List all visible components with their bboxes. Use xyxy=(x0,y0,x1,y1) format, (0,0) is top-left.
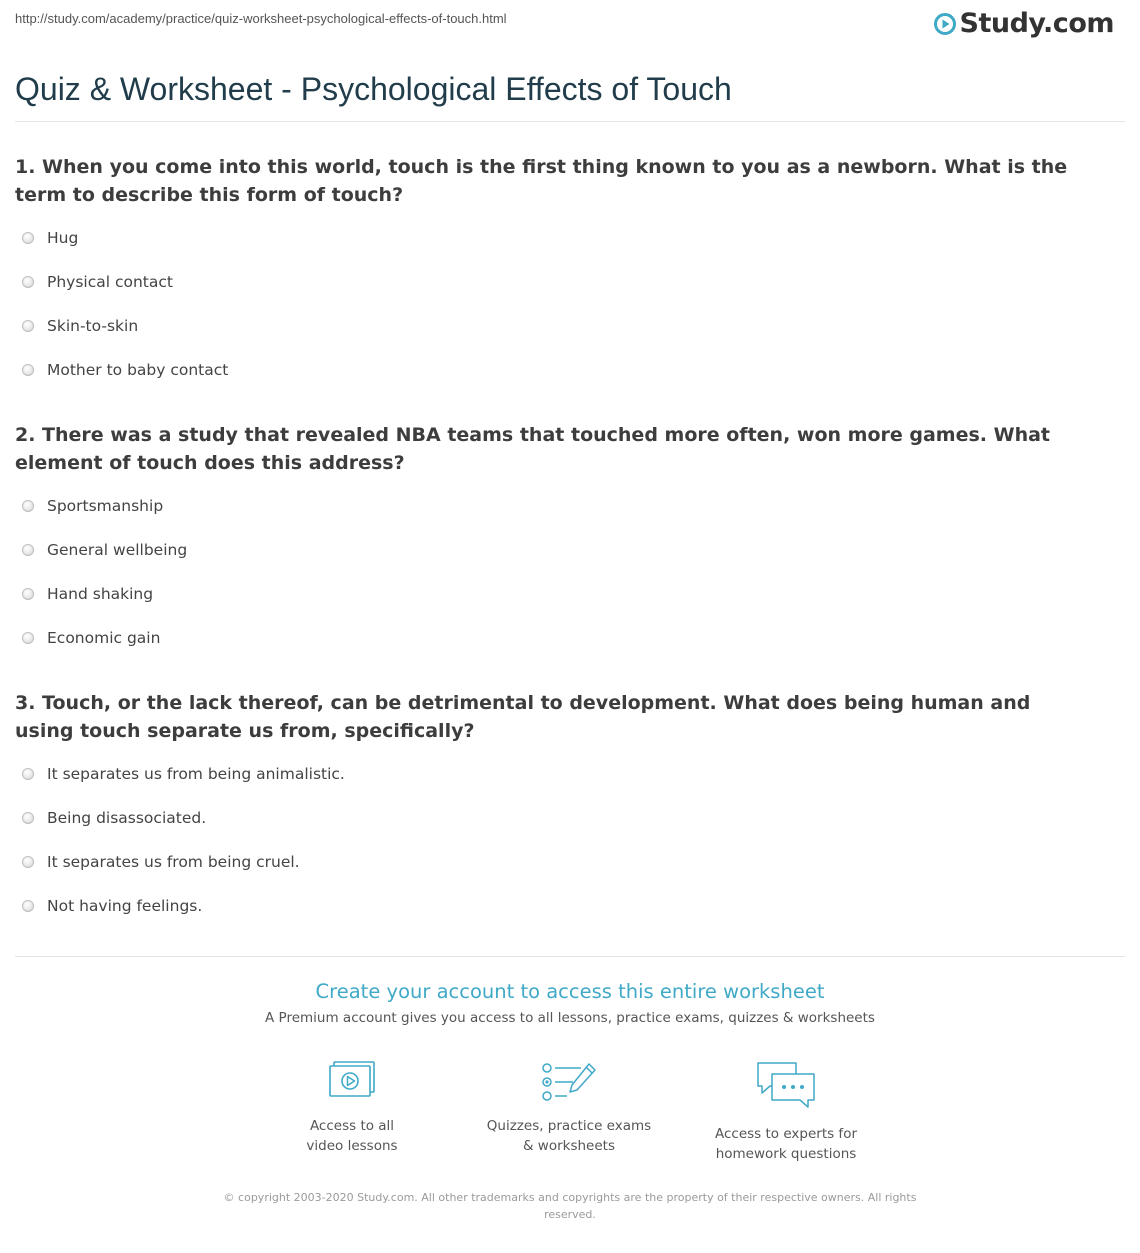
answer-label: Sportsmanship xyxy=(47,497,164,515)
answer-option[interactable] xyxy=(22,358,228,382)
question-3: 3. Touch, or the lack thereof, can be detrimental to development. What does being human and using touch separate us from, specifically? xyxy=(15,692,1031,742)
premium-description: A Premium account gives you access to all lessons, practice exams, quizzes & worksheets xyxy=(265,1010,875,1026)
title-divider xyxy=(15,121,1125,122)
radio-button[interactable] xyxy=(22,768,34,780)
feature-label: Access to all video lessons xyxy=(306,1118,398,1154)
answer-option[interactable] xyxy=(22,314,138,338)
radio-button[interactable] xyxy=(22,320,34,332)
answer-option[interactable] xyxy=(22,850,300,874)
section-divider xyxy=(15,956,1125,957)
answer-option[interactable] xyxy=(22,762,345,786)
answer-label: It separates us from being cruel. xyxy=(47,853,300,871)
answer-option[interactable] xyxy=(22,538,187,562)
answer-option[interactable] xyxy=(22,894,202,918)
question-1: 1. When you come into this world, touch is the first thing known to you as a newborn. What is the term to describe this form of touch? xyxy=(15,156,1068,206)
answer-label: Mother to baby contact xyxy=(47,361,229,379)
video-lessons-icon xyxy=(326,1060,378,1104)
radio-button[interactable] xyxy=(22,544,34,556)
radio-button[interactable] xyxy=(22,588,34,600)
answer-label: Physical contact xyxy=(47,273,173,291)
radio-button[interactable] xyxy=(22,232,34,244)
answer-label: Skin-to-skin xyxy=(47,317,139,335)
feature-label: Access to experts for homework questions xyxy=(714,1126,857,1162)
feature-experts xyxy=(686,1060,886,1164)
page-url: http://study.com/academy/practice/quiz-worksheet-psychological-effects-of-touch.html xyxy=(15,11,507,26)
chat-bubbles-icon xyxy=(754,1060,818,1112)
radio-button[interactable] xyxy=(22,364,34,376)
answer-option[interactable] xyxy=(22,806,206,830)
radio-button[interactable] xyxy=(22,276,34,288)
play-circle-icon xyxy=(934,13,956,35)
feature-label: Quizzes, practice exams & worksheets xyxy=(486,1118,652,1154)
radio-button[interactable] xyxy=(22,632,34,644)
logo-text: Study.com xyxy=(959,8,1114,39)
answer-option[interactable] xyxy=(22,270,173,294)
radio-button[interactable] xyxy=(22,812,34,824)
answer-label: Economic gain xyxy=(47,629,161,647)
answer-option[interactable] xyxy=(22,582,153,606)
feature-quizzes xyxy=(469,1060,669,1156)
radio-button[interactable] xyxy=(22,500,34,512)
question-2: 2. There was a study that revealed NBA teams that touched more often, won more games. What element of touch does this address? xyxy=(15,424,1051,474)
create-account-link[interactable]: Create your account to access this entire worksheet xyxy=(315,980,825,1003)
answer-option[interactable] xyxy=(22,494,163,518)
radio-button[interactable] xyxy=(22,856,34,868)
answer-label: It separates us from being animalistic. xyxy=(47,765,345,783)
answer-option[interactable] xyxy=(22,626,160,650)
answer-label: Not having feelings. xyxy=(47,897,203,915)
copyright-notice: © copyright 2003-2020 Study.com. All other trademarks and copyrights are the property of their respective owners. All rights reserved. xyxy=(223,1191,917,1221)
answer-label: Hand shaking xyxy=(47,585,154,603)
quiz-checklist-icon xyxy=(541,1060,597,1104)
answer-option[interactable] xyxy=(22,226,78,250)
page-title: Quiz & Worksheet - Psychological Effects of Touch xyxy=(15,71,732,107)
study-logo[interactable] xyxy=(934,8,1114,39)
answer-label: Being disassociated. xyxy=(47,809,207,827)
answer-label: Hug xyxy=(47,229,79,247)
radio-button[interactable] xyxy=(22,900,34,912)
answer-label: General wellbeing xyxy=(47,541,188,559)
feature-video-lessons xyxy=(252,1060,452,1156)
